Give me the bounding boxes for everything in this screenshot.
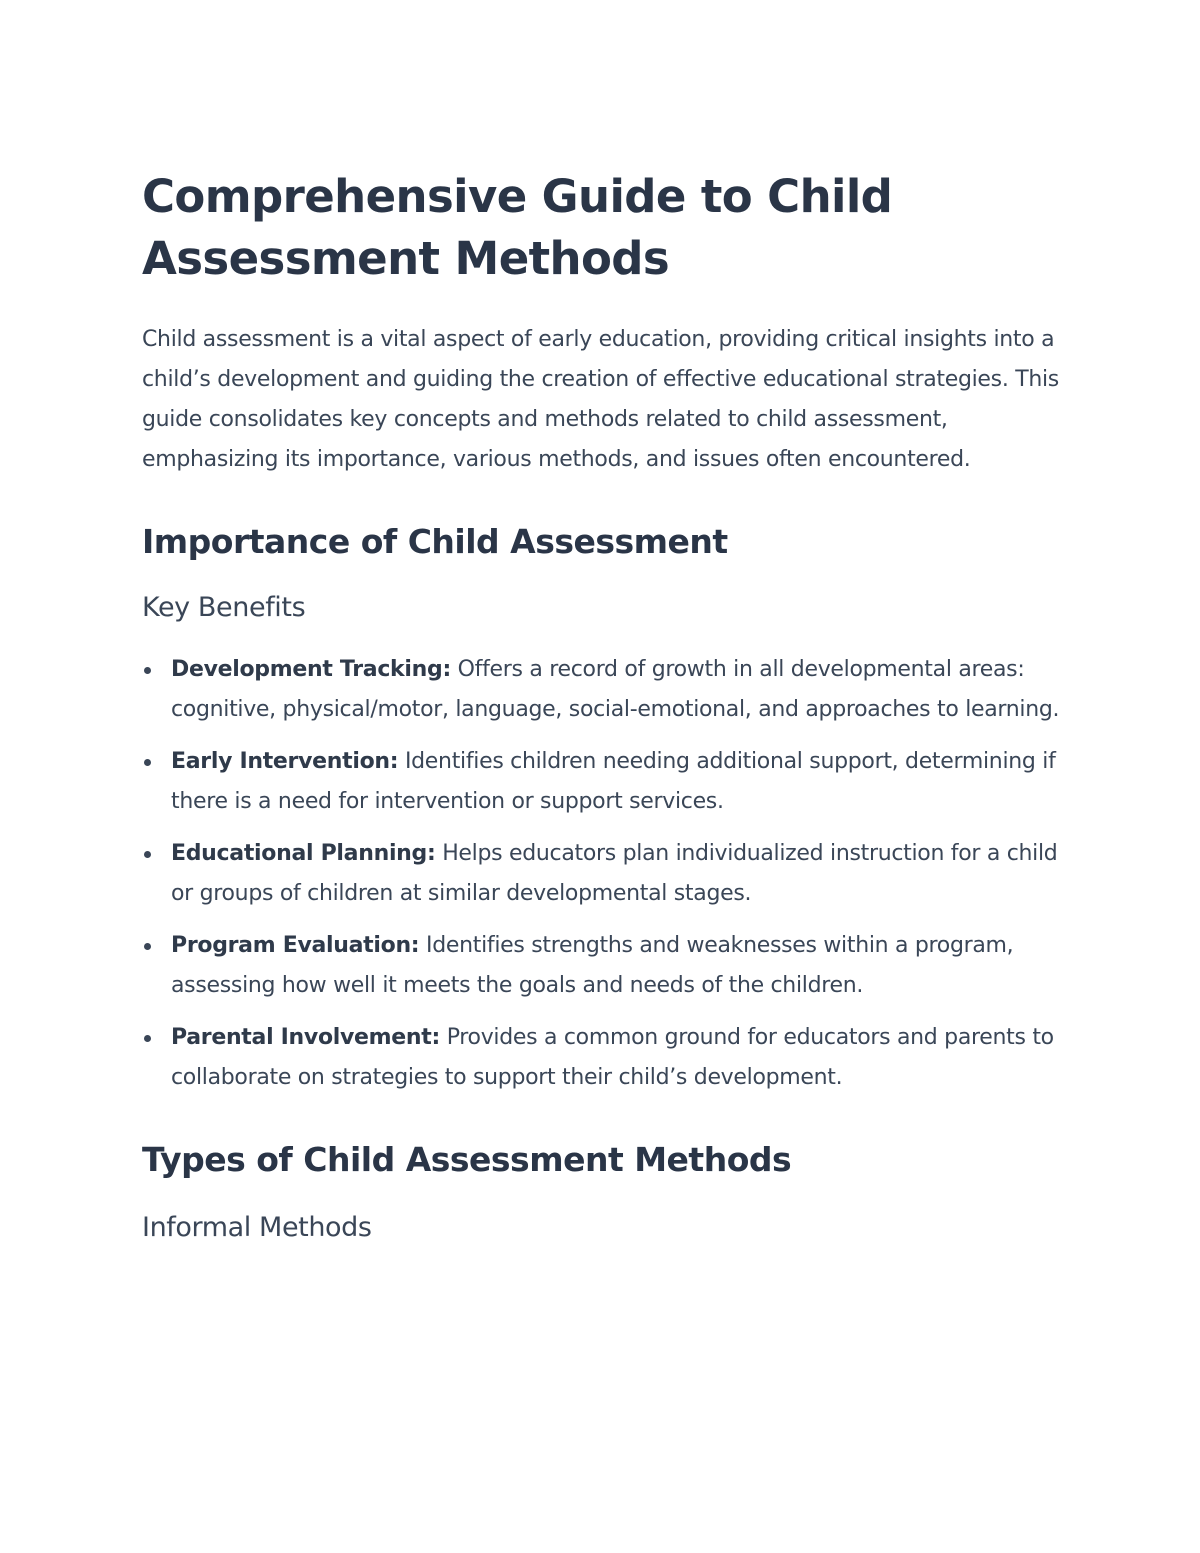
item-text: Helps educators plan individualized instruction for a child or groups of children at similar developmental stages. [171, 841, 1058, 906]
item-term: Educational Planning: [171, 841, 436, 866]
item-text: Offers a record of growth in all developmental areas: cognitive, physical/motor, language, social-emotional, and approaches to learning. [171, 657, 1060, 722]
intro-paragraph: Child assessment is a vital aspect of early education, providing critical insights into a child’s development and guiding the creation of effective educational strategies. This guide consolidates key concepts and methods related to child assessment, emphasizing its importance, various methods, and issues often encountered. [142, 327, 1059, 472]
item-text: Identifies children needing additional support, determining if there is a need for intervention or support services. [171, 749, 1056, 814]
bullet-icon [144, 1035, 151, 1042]
list-item [142, 742, 1062, 822]
section-heading-importance: Importance of Child Assessment [142, 522, 728, 561]
page-title: Comprehensive Guide to Child Assessment Methods [142, 170, 893, 285]
benefits-list [142, 650, 1062, 1098]
bullet-icon [144, 759, 151, 766]
subheading-key-benefits: Key Benefits [142, 592, 306, 623]
list-item [142, 1018, 1062, 1098]
item-text: Provides a common ground for educators and parents to collaborate on strategies to support their child’s development. [171, 1025, 1054, 1090]
document-page [142, 166, 1062, 1246]
subheading-informal-methods: Informal Methods [142, 1212, 372, 1243]
list-item [142, 926, 1062, 1006]
list-item [142, 834, 1062, 914]
section-heading-types: Types of Child Assessment Methods [142, 1140, 792, 1179]
bullet-icon [144, 667, 151, 674]
list-item [142, 650, 1062, 730]
bullet-icon [144, 851, 151, 858]
item-text: Identifies strengths and weaknesses within a program, assessing how well it meets the goals and needs of the children. [171, 933, 1014, 998]
bullet-icon [144, 943, 151, 950]
item-term: Parental Involvement: [171, 1025, 441, 1050]
item-term: Program Evaluation: [171, 933, 420, 958]
item-term: Development Tracking: [171, 657, 451, 682]
item-term: Early Intervention: [171, 749, 399, 774]
